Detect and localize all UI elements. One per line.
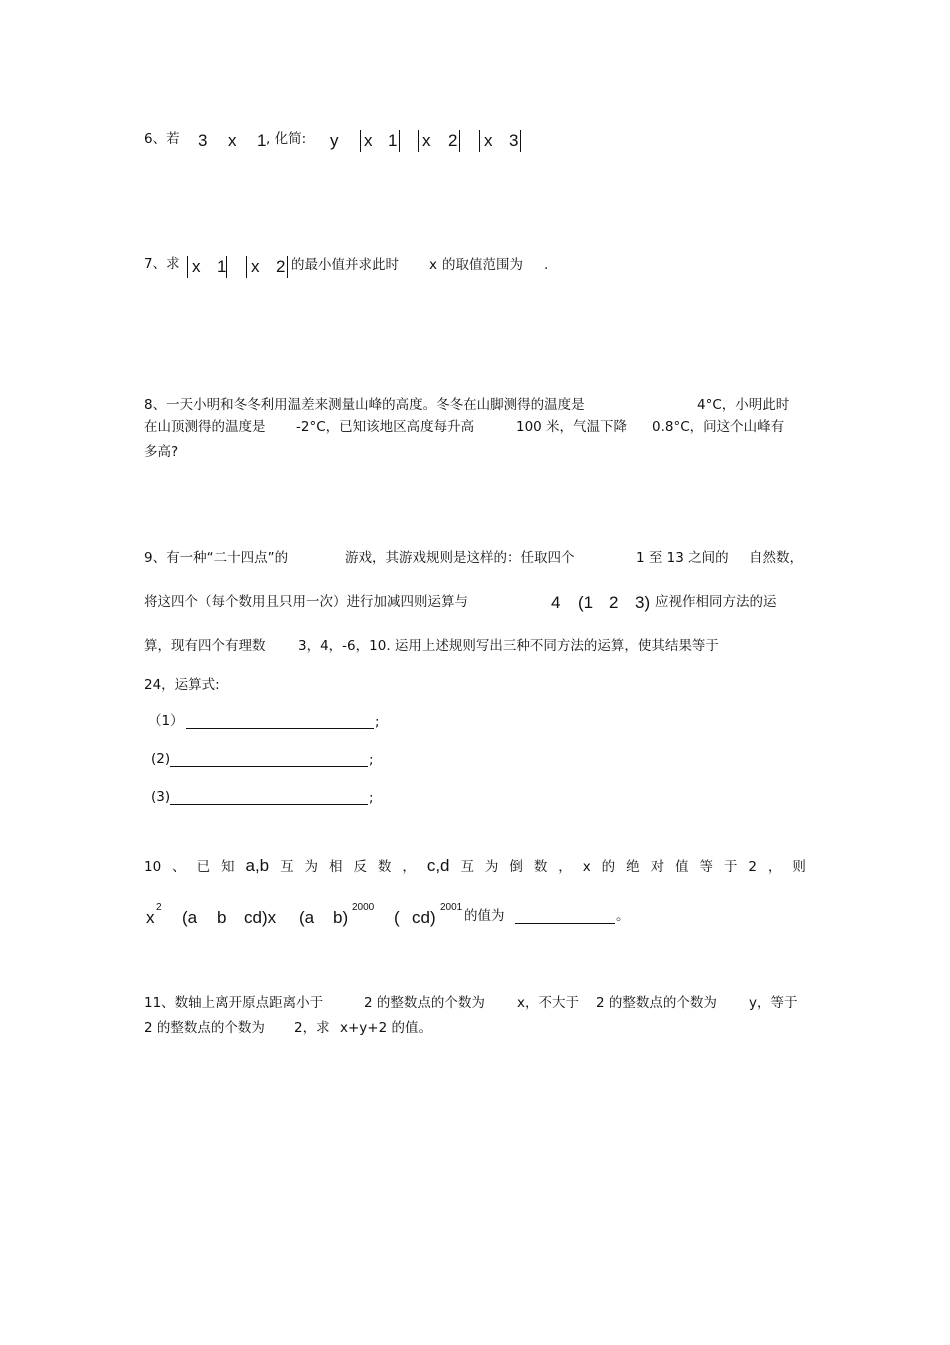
q10-token: 的	[601, 859, 616, 875]
q10-token: 倒	[509, 859, 523, 875]
q11-line1-e: y，等于	[749, 995, 798, 1011]
q7-text1: 的最小值并求此时	[291, 257, 399, 273]
q10-token: 等	[699, 859, 713, 875]
q10-expr-b2: b)	[333, 908, 349, 927]
answer-blank-2[interactable]	[170, 766, 368, 767]
q9-expr-2: 2	[609, 593, 619, 612]
q10-token: 、	[172, 859, 186, 875]
q9-line1-b: 游戏，其游戏规则是这样的：任取四个	[345, 550, 575, 566]
answer-blank-3[interactable]	[170, 804, 368, 805]
q10-expr-exp2: 2	[156, 902, 162, 913]
q9-line3-a: 算，现有四个有理数	[144, 638, 266, 654]
answer-label-2: (2)	[151, 751, 171, 767]
q8-line2-d: 0.8°C，问这个山峰有	[652, 419, 785, 435]
q7-end: .	[544, 257, 549, 273]
answer-label-3: (3)	[151, 789, 171, 805]
q10-expr-paren: (	[394, 908, 400, 927]
q10-token: 为	[304, 859, 319, 875]
q10-token: ，	[767, 859, 782, 875]
q10-token: 则	[792, 859, 806, 875]
abs-bar	[520, 130, 521, 152]
q11-line1-a: 11、数轴上离开原点距离小于	[144, 995, 324, 1011]
abs-bar	[418, 130, 419, 152]
q10-token: ，	[402, 859, 416, 875]
q8-line2-a: 在山顶测得的温度是	[144, 419, 266, 435]
q11-line2-b: 2，求	[294, 1020, 330, 1036]
q6-abs1-x: x	[364, 131, 373, 150]
answer-semicolon-2: ;	[369, 752, 374, 768]
abs-bar	[479, 130, 480, 152]
q10-line1	[144, 857, 806, 875]
q6-abs2-x: x	[422, 131, 431, 150]
q9-expr-1: (1	[578, 593, 594, 612]
q9-line2-a: 将这四个（每个数用且只用一次）进行加减四则运算与	[144, 594, 468, 610]
q10-token: ，	[558, 859, 572, 875]
q11-line1-b: 2 的整数点的个数为	[364, 995, 485, 1011]
q7-abs2-2: 2	[276, 257, 286, 276]
q10-token: c,d	[426, 856, 450, 875]
q7-abs1-1: 1	[217, 257, 227, 276]
q7-abs2-x: x	[251, 257, 260, 276]
q6-abs1-1: 1	[388, 131, 398, 150]
q7-abs1-x: x	[192, 257, 201, 276]
q10-token: x	[582, 859, 591, 875]
abs-bar	[287, 256, 288, 278]
q11-line2-a: 2 的整数点的个数为	[144, 1020, 265, 1036]
q6-ineq-x: x	[228, 131, 237, 150]
q6-simplify-label: , 化简:	[266, 131, 307, 147]
q9-expr-4: 4	[551, 593, 561, 612]
q10-token: 互	[460, 859, 474, 875]
q6-number: 6、若	[144, 131, 180, 147]
q7-text2: 的取值范围为	[442, 257, 523, 273]
q10-expr-exp2001: 2001	[440, 902, 463, 913]
q10-token: 绝	[626, 859, 640, 875]
q10-token: 数	[377, 859, 392, 875]
answer-blank-1[interactable]	[186, 728, 374, 729]
q8-line1-b: 4°C，小明此时	[697, 397, 790, 413]
q10-token: 2	[748, 859, 757, 875]
q9-line1-c: 1 至 13 之间的	[636, 550, 729, 566]
q6-ineq-3: 3	[198, 131, 208, 150]
q10-token: 于	[723, 859, 738, 875]
q6-abs3-x: x	[484, 131, 493, 150]
q10-end: 。	[616, 908, 630, 924]
q10-expr-x: x	[146, 908, 155, 927]
q10-token: 对	[650, 859, 665, 875]
q10-expr-cd: cd)	[412, 908, 436, 927]
q11-line1-c: x，不大于	[517, 995, 579, 1011]
q9-line2-b: 应视作相同方法的运	[655, 594, 777, 610]
q6-abs2-2: 2	[448, 131, 458, 150]
q9-line1-a: 9、有一种“二十四点”的	[144, 550, 289, 566]
q8-line3: 多高?	[144, 444, 179, 460]
q8-line2-b: -2°C，已知该地区高度每升高	[296, 419, 475, 435]
abs-bar	[187, 256, 188, 278]
q9-line3-b: 3，4，-6，10. 运用上述规则写出三种不同方法的运算，使其结果等于	[298, 638, 719, 654]
q6-abs3-3: 3	[509, 131, 519, 150]
q10-token: 相	[329, 859, 343, 875]
abs-bar	[459, 130, 460, 152]
q6-y: y	[330, 131, 339, 150]
q10-token: 值	[675, 859, 689, 875]
q8-line1-a: 8、一天小明和冬冬利用温差来测量山峰的高度。冬冬在山脚测得的温度是	[144, 397, 585, 413]
abs-bar	[246, 256, 247, 278]
q10-expr-exp2000: 2000	[352, 902, 375, 913]
q7-number: 7、求	[144, 256, 180, 272]
abs-bar	[399, 130, 400, 152]
q9-line1-d: 自然数，	[749, 550, 803, 566]
abs-bar	[226, 256, 227, 278]
q6-ineq-1: 1	[257, 131, 267, 150]
q11-line2-c: x+y+2 的值。	[340, 1020, 432, 1036]
q10-token: 为	[484, 859, 499, 875]
q9-line4: 24，运算式:	[144, 677, 220, 693]
q10-token: 数	[533, 859, 548, 875]
q8-line2-c: 100 米，气温下降	[516, 419, 628, 435]
answer-semicolon-3: ;	[369, 790, 374, 806]
q9-expr-3: 3)	[635, 593, 651, 612]
q11-line1-d: 2 的整数点的个数为	[596, 995, 717, 1011]
q10-tail-text: 的值为	[464, 908, 505, 924]
q10-token: 反	[353, 859, 367, 875]
answer-semicolon-1: ;	[375, 714, 380, 730]
q10-expr-a1: (a	[182, 908, 198, 927]
abs-bar	[360, 130, 361, 152]
q10-expr-a2: (a	[299, 908, 315, 927]
answer-label-1: （1）	[148, 713, 184, 729]
q10-token: 已	[196, 859, 211, 875]
q10-token: 互	[280, 859, 294, 875]
q10-answer-blank[interactable]	[515, 923, 615, 924]
q7-x: x	[429, 257, 437, 273]
q10-token: 10	[144, 859, 162, 875]
q10-token: a,b	[245, 856, 270, 875]
q10-expr-cdx: cd)x	[244, 908, 277, 927]
q10-token: 知	[221, 859, 235, 875]
q10-expr-b1: b	[217, 908, 227, 927]
